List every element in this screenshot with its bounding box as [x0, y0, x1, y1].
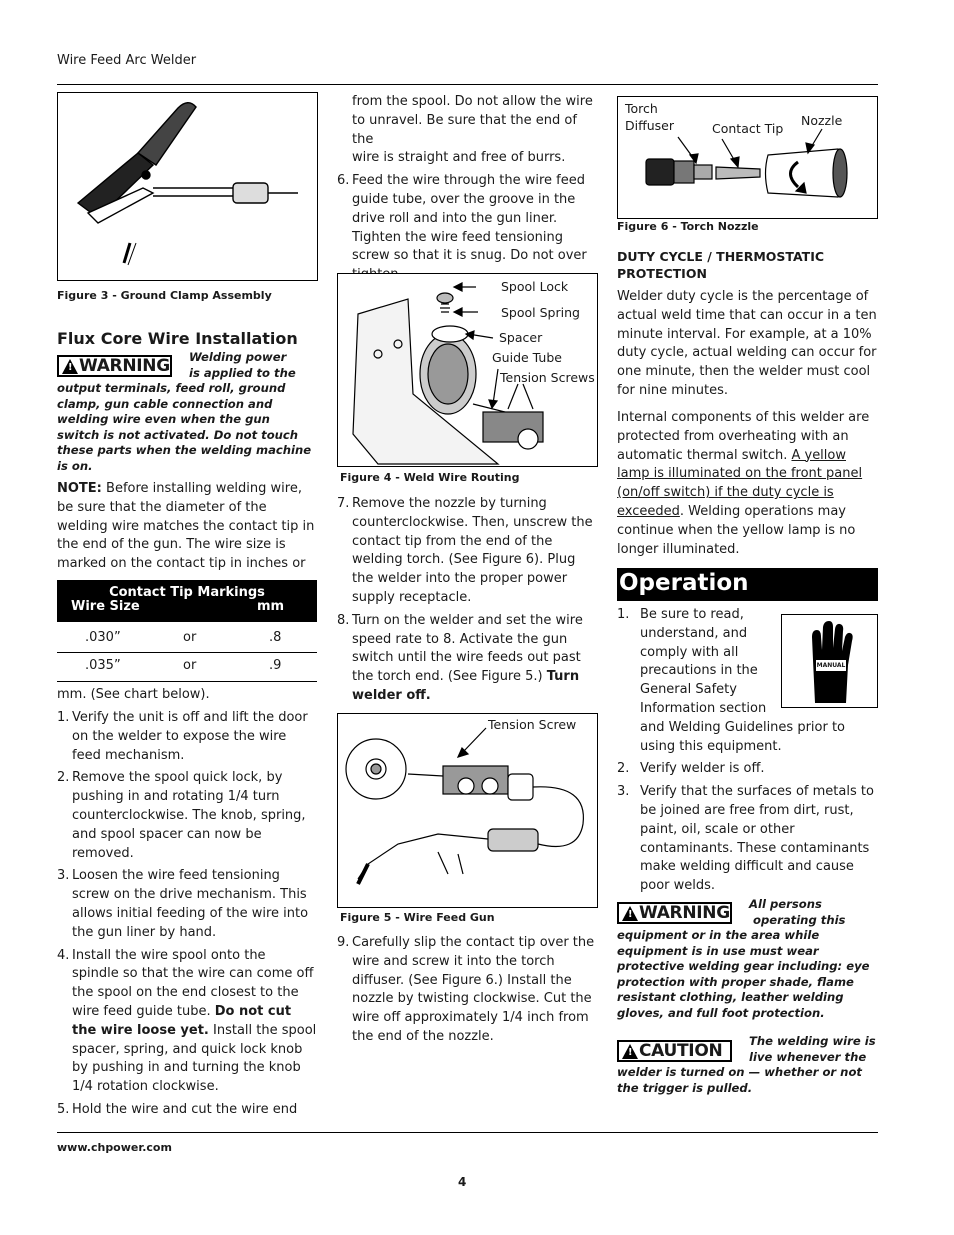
- label-spool-spring: Spool Spring: [501, 305, 580, 320]
- label-spool-lock: Spool Lock: [501, 279, 569, 294]
- caution-triangle-icon: !: [622, 1044, 638, 1059]
- step-6: 6. Feed the wire through the wire feed guide tube, over the groove in the drive roll and into the gun liner. Tighten the wire feed tensioning screw so that it is snug. Do not over: [337, 173, 587, 264]
- middle-column-step-9: [337, 934, 599, 1051]
- warning-2-body: equipment or in the area while equipment is in use must wear protective welding gear including: eye protection with proper shade, flame resistant clothing, leather welding gloves, and full foot protection.: [617, 928, 870, 1020]
- label-tension-screws: Tension Screws: [500, 370, 595, 385]
- caution-body: welder is turned on — whether or not the trigger is pulled.: [617, 1065, 862, 1095]
- label-contact-tip: Contact Tip: [712, 121, 784, 136]
- step-3: 3. Loosen the wire feed tensioning screw on the drive mechanism. This allows initial feeding of the wire into the gun liner by hand.: [57, 868, 309, 940]
- tip-table-col-mm: mm: [257, 599, 285, 614]
- label-spacer: Spacer: [499, 330, 543, 345]
- warning-triangle-icon: !: [62, 359, 78, 374]
- after-table-text: mm. (See chart below).: [57, 687, 210, 702]
- tip-table-title: Contact Tip Markings: [109, 585, 265, 600]
- label-diffuser: Diffuser: [625, 118, 674, 133]
- op-step-2: 2. Verify welder is off.: [617, 761, 765, 777]
- label-guide-tube: Guide Tube: [492, 350, 562, 365]
- ground-clamp-illustration: [58, 93, 318, 281]
- figure-4-weld-wire-routing: [337, 273, 598, 467]
- figure-4-caption: Figure 4 - Weld Wire Routing: [340, 471, 520, 484]
- header-rule: [57, 84, 878, 85]
- footer-url: www.chpower.com: [57, 1141, 172, 1154]
- step-5: 5. Hold the wire and cut the wire end: [57, 1101, 298, 1117]
- label-torch: Torch: [625, 101, 658, 116]
- middle-column-steps: [337, 495, 599, 710]
- step-1: 1. Verify the unit is off and lift the door on the welder to expose the wire feed mechanism.: [57, 710, 308, 763]
- tip-table-header: [57, 580, 317, 622]
- tip-table-col-wire: Wire Size: [71, 599, 140, 614]
- figure-5-caption: Figure 5 - Wire Feed Gun: [340, 911, 495, 924]
- warning-1-body: output terminals, feed roll, ground clamp, gun cable connection and welding wire even when the gun switch is not activated. Do not touch these parts when the welding machine is on.: [57, 381, 312, 473]
- tip-table-row: .030” or .8: [57, 624, 317, 653]
- warning-2-lead: All persons operating this: [749, 897, 846, 927]
- warning-1-lead: Welding power is applied to the: [189, 350, 296, 380]
- operation-steps: [617, 606, 879, 900]
- warning-triangle-icon: !: [622, 906, 638, 921]
- wire-feed-gun-illustration: [338, 714, 598, 908]
- label-tension-screw: Tension Screw: [488, 717, 577, 732]
- step-4: 4. Install the wire spool onto the spindle so that the wire can come off the spool on the end closest to the wire feed guide tube. Do not cut the wire loose yet. Install the spool spacer, spring, and quick lock knob by pushing in and turning the knob 1/4 rotation clockwise.: [57, 947, 317, 1095]
- figure-6-caption: Figure 6 - Torch Nozzle: [617, 220, 759, 233]
- note-paragraph: NOTE: Before installing welding wire, be sure that the diameter of the welding wire matches the contact tip in the end of the gun. The wire size is marked on the contact tip in inches or: [57, 481, 315, 572]
- step-7: 7. Remove the nozzle by turning counterclockwise. Then, unscrew the contact tip from the end of the welding torch. (See Figure 6). Plug the welder into the proper power supply receptacle.: [337, 496, 593, 605]
- middle-column-text-top: from the spool. Do not allow the wire to unravel. Be sure that the end of the wire is straight and free of burrs. 6. Feed the wire through the wire feed guide tube, over the groove in the drive roll and into the gun liner. Tighten the wire feed tensioning screw so that it is snug. Do not over: [337, 93, 599, 289]
- op-step-3: 3. Verify that the surfaces of metals to be joined are free from dirt, rust, paint, oil, scale or other contaminants. These contaminants make welding difficult and cause poor welds.: [617, 784, 874, 894]
- caution-badge: ! CAUTION: [617, 1040, 732, 1062]
- step-2: 2. Remove the spool quick lock, by pushing in and rotating 1/4 turn counterclockwise. The knob, spring, and spool spacer can now be removed.: [57, 770, 306, 861]
- tip-table-row: .035” or .9: [57, 653, 317, 682]
- duty-cycle-heading: DUTY CYCLE / THERMOSTATIC PROTECTION: [617, 249, 825, 281]
- footer-rule: [57, 1132, 878, 1133]
- figure-5-wire-feed-gun: [337, 713, 598, 908]
- operation-heading: Operation: [617, 568, 878, 601]
- header-title: Wire Feed Arc Welder: [57, 53, 197, 68]
- op-step-1: 1. Be sure to read, understand, and comply with all precautions in the General Safety Information section and Welding Guidelines prior to using this equipment.: [617, 607, 846, 754]
- duty-cycle-paragraph: Welder duty cycle is the percentage of actual weld time that can occur in a ten minute interval. For example, at a 10% duty cycle, actual welding can occur for one minute, then the welder must cool for nine minutes.: [617, 289, 877, 398]
- step-8: 8. Turn on the welder and set the wire speed rate to 8. Activate the gun switch until the wire feeds out past the torch end. (See Figure 5.) Turn welder off.: [337, 612, 583, 703]
- internal-components-paragraph: Internal components of this welder are protected from overheating with an automatic thermal switch. A yellow lamp is illuminated on the front panel (on/off switch) if the duty cycle is exceeded. Welding operations may continue when the yellow lamp is no longer illuminated.: [617, 410, 870, 557]
- figure-6-torch-nozzle: [617, 96, 878, 219]
- manual-label: MANUAL: [816, 662, 846, 669]
- warning-badge-2: ! WARNING: [617, 902, 732, 924]
- steps-left-list: [57, 709, 319, 1124]
- label-nozzle: Nozzle: [801, 113, 843, 128]
- figure-3-caption: Figure 3 - Ground Clamp Assembly: [57, 289, 272, 302]
- figure-3-ground-clamp: [57, 92, 318, 281]
- step-9: 9. Carefully slip the contact tip over the wire and screw it into the torch diffuser. (See Figure 6.) Install the nozzle by twisting clockwise. Cut the wire off approximately 1/4 inch from the end of the nozzle.: [337, 935, 595, 1044]
- flux-section-heading: Flux Core Wire Installation: [57, 329, 298, 348]
- warning-badge-1: ! WARNING: [57, 355, 172, 377]
- caution-lead: The welding wire is live whenever the: [749, 1034, 876, 1064]
- page-number: 4: [458, 1175, 467, 1189]
